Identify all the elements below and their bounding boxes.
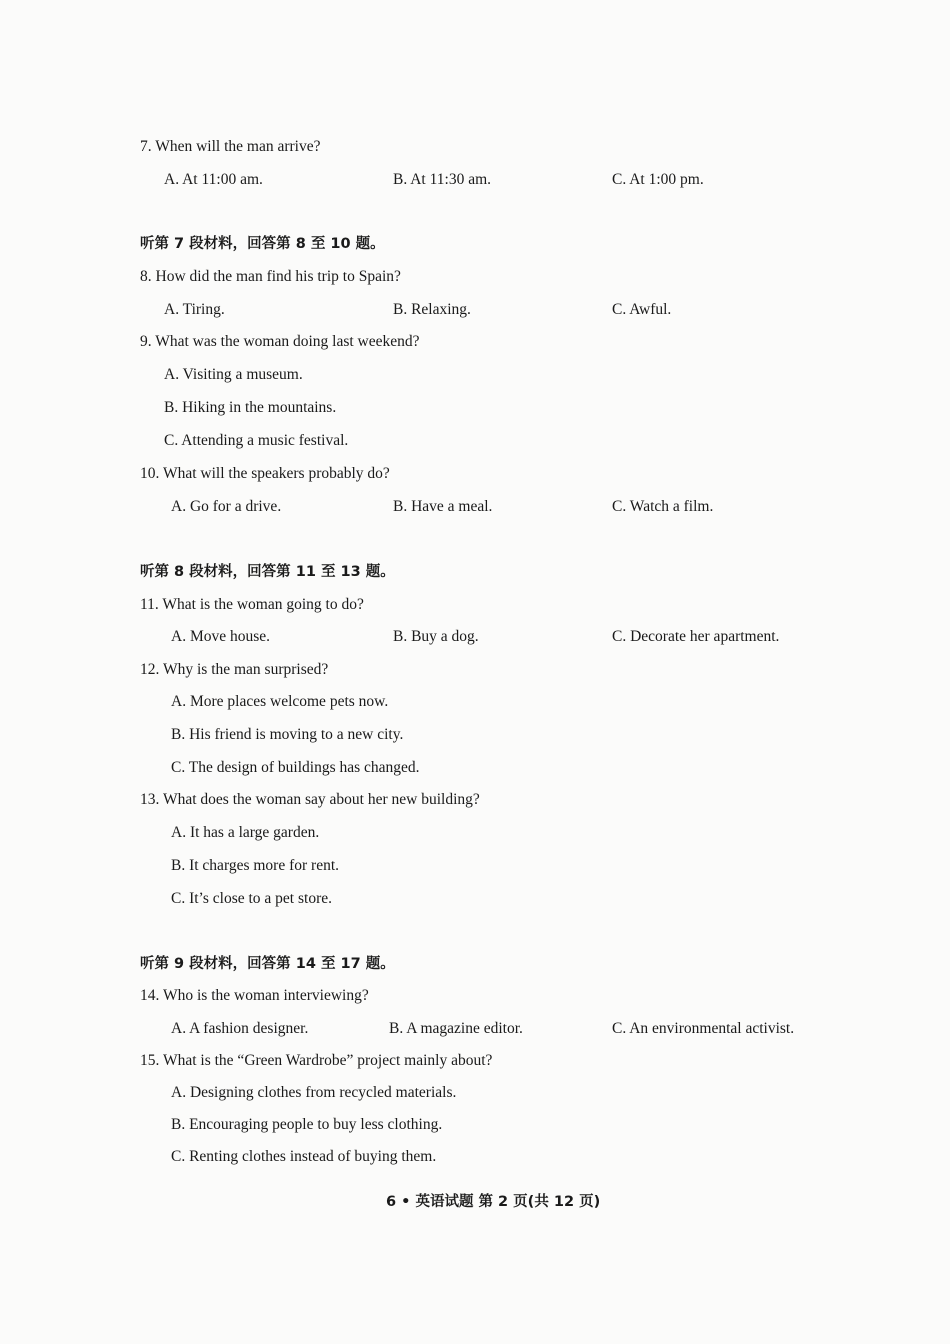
page-footer: 6 • 英语试题 第 2 页(共 12 页) — [386, 1194, 601, 1210]
question-13-stem: 13. What does the woman say about her new building? — [140, 791, 480, 808]
question-15-option-b: B. Encouraging people to buy less clothing. — [171, 1116, 443, 1133]
question-7-stem: 7. When will the man arrive? — [140, 138, 321, 155]
question-11-stem: 11. What is the woman going to do? — [140, 596, 364, 613]
question-8-option-b: B. Relaxing. — [393, 301, 471, 318]
question-8-option-a: A. Tiring. — [164, 301, 225, 318]
question-13-option-c: C. It’s close to a pet store. — [171, 890, 332, 907]
question-10-option-b: B. Have a meal. — [393, 498, 493, 515]
question-9-stem: 9. What was the woman doing last weekend? — [140, 333, 420, 350]
question-9-option-a: A. Visiting a museum. — [164, 366, 303, 383]
question-13-option-a: A. It has a large garden. — [171, 824, 320, 841]
question-12-option-c: C. The design of buildings has changed. — [171, 759, 420, 776]
question-11-option-b: B. Buy a dog. — [393, 628, 479, 645]
question-10-stem: 10. What will the speakers probably do? — [140, 465, 390, 482]
question-14-option-c: C. An environmental activist. — [612, 1020, 795, 1037]
section-8-heading: 听第 8 段材料，回答第 11 至 13 题。 — [140, 564, 395, 580]
question-15-option-c: C. Renting clothes instead of buying them. — [171, 1148, 437, 1165]
question-11-option-c: C. Decorate her apartment. — [612, 628, 780, 645]
question-11-option-a: A. Move house. — [171, 628, 271, 645]
question-14-option-a: A. A fashion designer. — [171, 1020, 309, 1037]
question-12-option-b: B. His friend is moving to a new city. — [171, 726, 404, 743]
question-7-option-a: A. At 11:00 am. — [164, 171, 263, 188]
question-12-stem: 12. Why is the man surprised? — [140, 661, 329, 678]
question-15-stem: 15. What is the “Green Wardrobe” project mainly about? — [140, 1052, 493, 1069]
question-10-option-a: A. Go for a drive. — [171, 498, 282, 515]
question-14-option-b: B. A magazine editor. — [389, 1020, 523, 1037]
question-10-option-c: C. Watch a film. — [612, 498, 714, 515]
question-15-option-a: A. Designing clothes from recycled materials. — [171, 1084, 457, 1101]
question-9-option-c: C. Attending a music festival. — [164, 432, 349, 449]
question-14-stem: 14. Who is the woman interviewing? — [140, 987, 369, 1004]
question-7-option-c: C. At 1:00 pm. — [612, 171, 704, 188]
section-9-heading: 听第 9 段材料，回答第 14 至 17 题。 — [140, 956, 395, 972]
question-7-option-b: B. At 11:30 am. — [393, 171, 492, 188]
question-13-option-b: B. It charges more for rent. — [171, 857, 340, 874]
question-8-stem: 8. How did the man find his trip to Spain? — [140, 268, 401, 285]
section-7-heading: 听第 7 段材料，回答第 8 至 10 题。 — [140, 236, 385, 252]
question-12-option-a: A. More places welcome pets now. — [171, 693, 389, 710]
question-9-option-b: B. Hiking in the mountains. — [164, 399, 337, 416]
question-8-option-c: C. Awful. — [612, 301, 672, 318]
